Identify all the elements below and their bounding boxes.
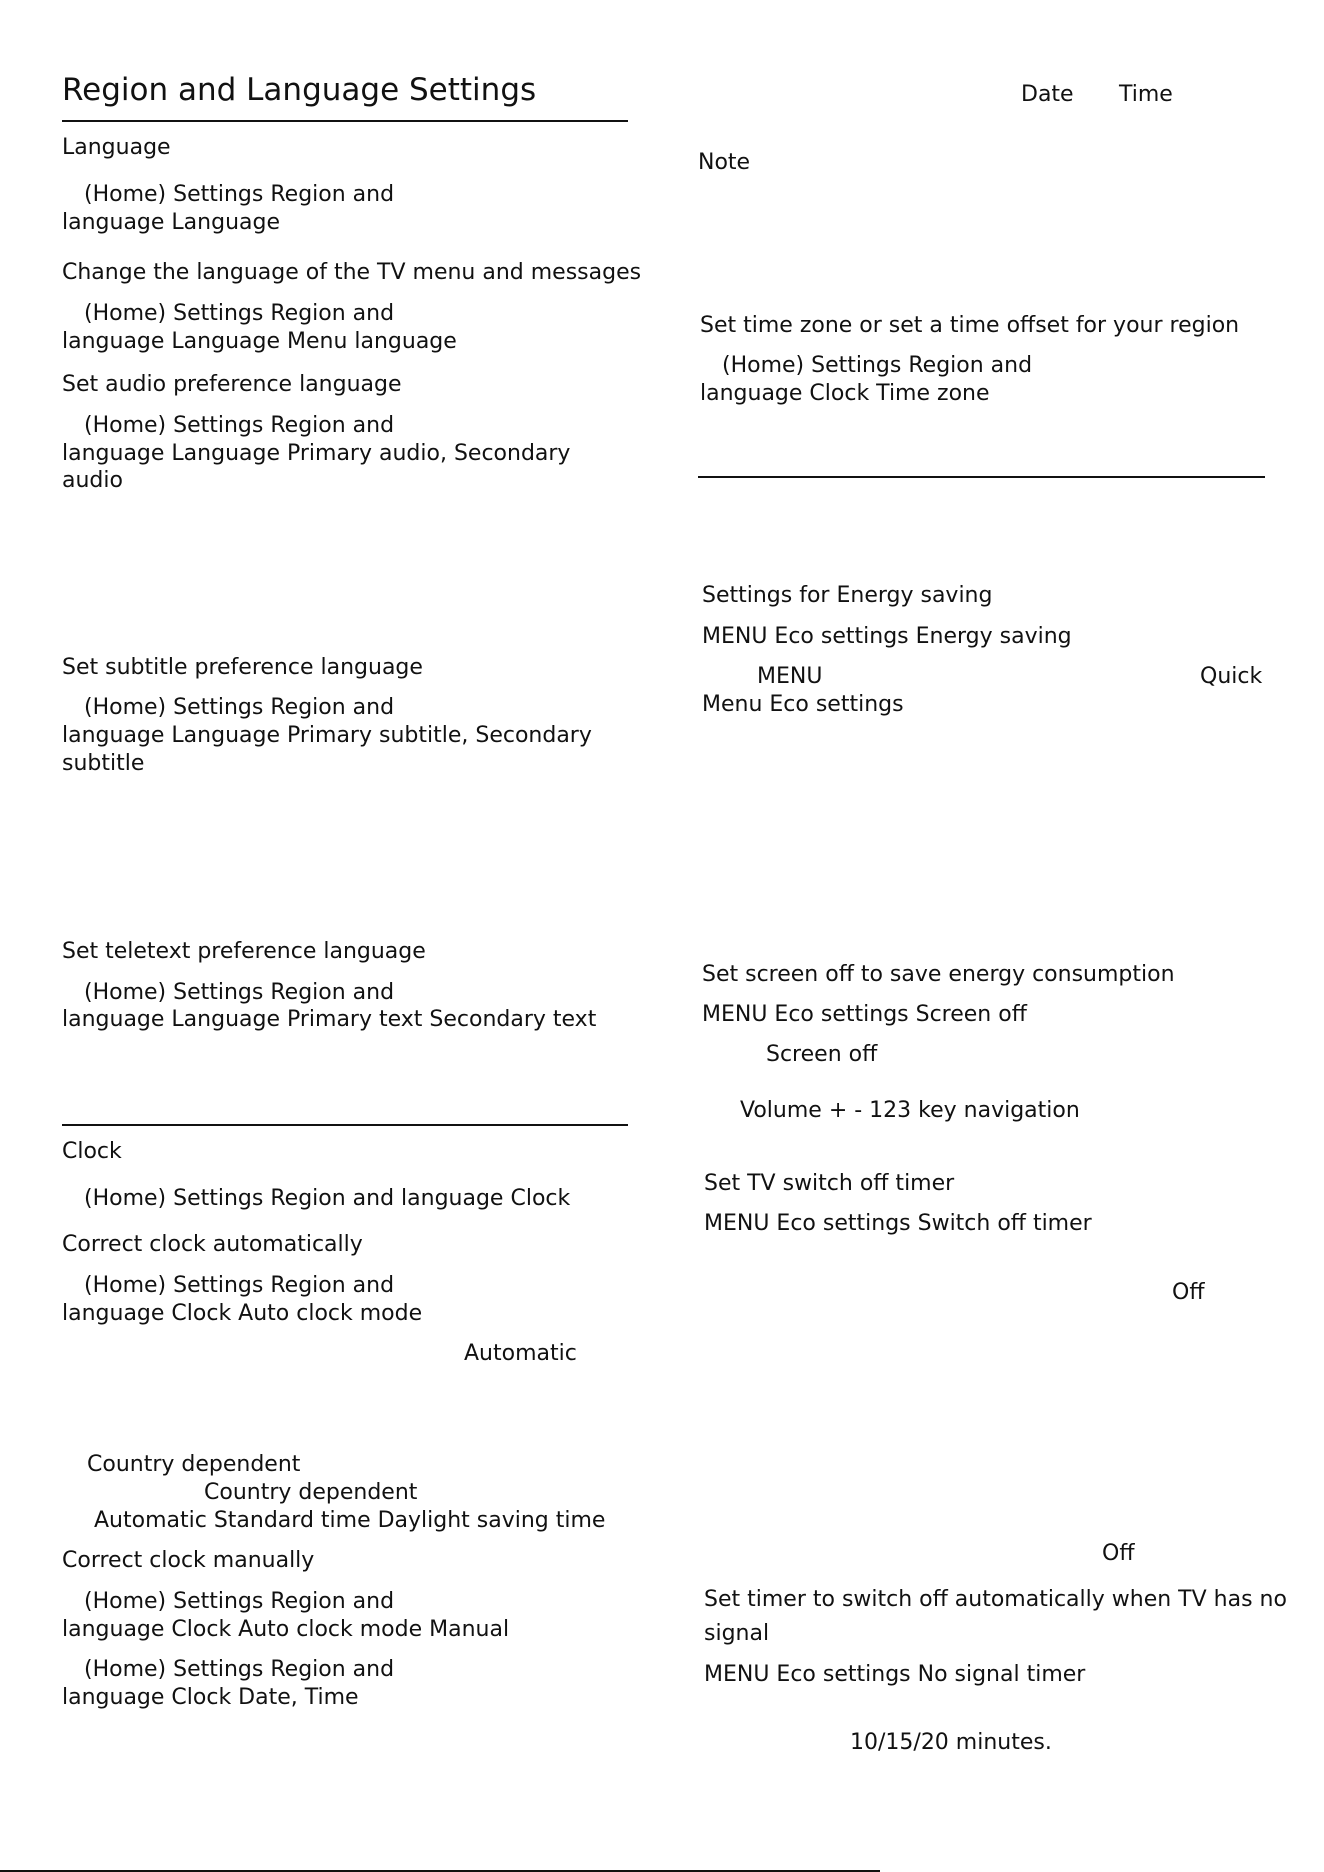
time-word: Time: [1119, 82, 1173, 107]
auto-clock-path-2: language Clock Auto clock mode: [62, 1301, 423, 1326]
energy-path: MENU Eco settings Energy saving: [702, 624, 1072, 649]
no-signal-path: MENU Eco settings No signal timer: [704, 1662, 1086, 1687]
clock-path: (Home) Settings Region and language Clock: [84, 1186, 571, 1211]
screen-off-word: Screen off: [766, 1042, 878, 1067]
timezone-path-1: (Home) Settings Region and: [722, 353, 1033, 378]
mode-options: Automatic Standard time Daylight saving time: [94, 1508, 606, 1533]
menu-lang-heading: Change the language of the TV menu and messages: [62, 260, 642, 285]
country-dependent-1: Country dependent: [87, 1452, 301, 1477]
manual-clock-heading: Correct clock manually: [62, 1548, 315, 1573]
keys-line: Volume + - 123 key navigation: [740, 1098, 1080, 1123]
subtitle-path-3: subtitle: [62, 751, 145, 776]
subtitle-heading: Set subtitle preference language: [62, 655, 423, 680]
quick-word: Quick: [1200, 664, 1263, 689]
audio-path-3: audio: [62, 468, 123, 493]
eco-rule: [698, 476, 1265, 478]
menu-eco-line: Menu Eco settings: [702, 692, 904, 717]
manual-clock-path-1: (Home) Settings Region and: [84, 1589, 395, 1614]
clock-heading: Clock: [62, 1139, 122, 1164]
title-rule: [62, 120, 628, 122]
automatic-word: Automatic: [464, 1341, 577, 1366]
date-time-path-1: (Home) Settings Region and: [84, 1657, 395, 1682]
subtitle-path-1: (Home) Settings Region and: [84, 695, 395, 720]
clock-rule: [62, 1124, 628, 1126]
switch-off-heading: Set TV switch off timer: [704, 1171, 955, 1196]
audio-heading: Set audio preference language: [62, 372, 402, 397]
subtitle-path-2: language Language Primary subtitle, Secondary: [62, 723, 592, 748]
timezone-heading: Set time zone or set a time offset for your region: [700, 313, 1240, 338]
teletext-path-1: (Home) Settings Region and: [84, 980, 395, 1005]
no-signal-heading-2: signal: [704, 1621, 770, 1646]
audio-path-2: language Language Primary audio, Secondary: [62, 441, 571, 466]
menu-word: MENU: [757, 664, 823, 689]
screen-off-heading: Set screen off to save energy consumption: [702, 962, 1175, 987]
date-word: Date: [1021, 82, 1074, 107]
menu-lang-path-1: (Home) Settings Region and: [84, 301, 395, 326]
teletext-heading: Set teletext preference language: [62, 939, 426, 964]
timezone-path-2: language Clock Time zone: [700, 381, 990, 406]
teletext-path-2: language Language Primary text Secondary text: [62, 1007, 597, 1032]
switch-off-path: MENU Eco settings Switch off timer: [704, 1211, 1092, 1236]
note-label: Note: [698, 150, 751, 175]
minutes-line: 10/15/20 minutes.: [850, 1730, 1052, 1755]
date-time-path-2: language Clock Date, Time: [62, 1685, 359, 1710]
page-title: Region and Language Settings: [62, 72, 537, 108]
auto-clock-path-1: (Home) Settings Region and: [84, 1273, 395, 1298]
country-dependent-2: Country dependent: [204, 1480, 418, 1505]
manual-clock-path-2: language Clock Auto clock mode Manual: [62, 1617, 510, 1642]
no-signal-heading-1: Set timer to switch off automatically when TV has no: [704, 1587, 1287, 1612]
off-word-1: Off: [1172, 1280, 1205, 1305]
off-word-2: Off: [1102, 1541, 1135, 1566]
audio-path-1: (Home) Settings Region and: [84, 413, 395, 438]
energy-heading: Settings for Energy saving: [702, 583, 993, 608]
auto-clock-heading: Correct clock automatically: [62, 1232, 363, 1257]
lang-path-1: (Home) Settings Region and: [84, 182, 395, 207]
menu-lang-path-2: language Language Menu language: [62, 329, 457, 354]
screen-off-path: MENU Eco settings Screen off: [702, 1002, 1027, 1027]
language-heading: Language: [62, 135, 171, 160]
lang-path-2: language Language: [62, 210, 280, 235]
